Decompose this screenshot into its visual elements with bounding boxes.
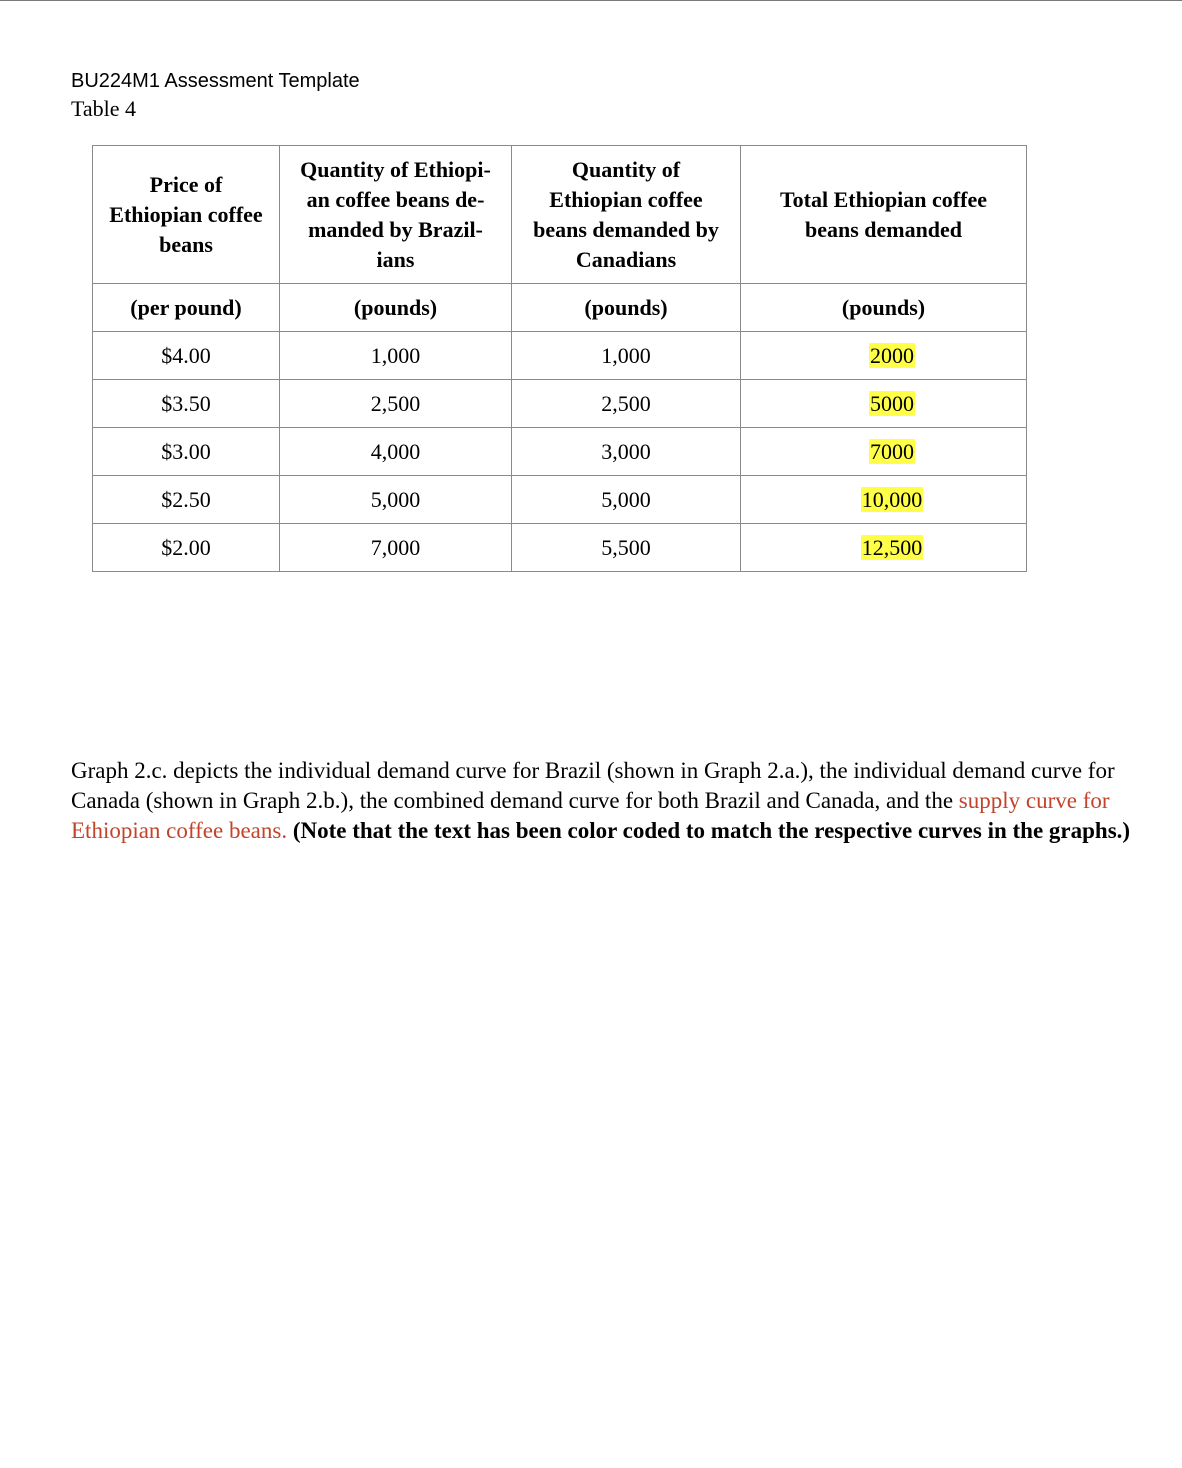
- table-caption: Table 4: [71, 96, 137, 121]
- total-quantity-cell: [741, 428, 1027, 476]
- canada-quantity-cell: 5,500: [512, 524, 741, 572]
- price-cell: $2.50: [93, 476, 280, 524]
- unit-total: (pounds): [741, 284, 1027, 332]
- total-highlight: 7000: [870, 438, 914, 464]
- table-row: [93, 380, 1027, 428]
- header-total: [741, 146, 1027, 284]
- table-row: [93, 476, 1027, 524]
- total-highlight: 2000: [870, 342, 914, 368]
- header-price: [93, 146, 280, 284]
- paragraph-color-note: (Note that the text has been color coded to match the respective curves in the graphs.): [292, 818, 1131, 843]
- total-highlight: 12,500: [861, 534, 923, 560]
- brazil-quantity-cell: 4,000: [280, 428, 512, 476]
- canada-quantity-cell: 3,000: [512, 428, 741, 476]
- header-canada-line-3: beans demanded by: [533, 216, 719, 242]
- table-row: [93, 332, 1027, 380]
- price-cell: $4.00: [93, 332, 280, 380]
- table-row: [93, 524, 1027, 572]
- top-border-line: [0, 0, 1182, 1]
- header-brazil-line-4: ians: [376, 246, 415, 272]
- header-total-line-1: Total Ethiopian coffee: [780, 186, 987, 212]
- coffee-demand-table: [92, 145, 1027, 572]
- unit-brazil: (pounds): [280, 284, 512, 332]
- table-row: [93, 428, 1027, 476]
- header-brazil-line-1: Quantity of Ethiopi-: [300, 156, 491, 182]
- price-cell: $3.00: [93, 428, 280, 476]
- unit-canada: (pounds): [512, 284, 741, 332]
- total-quantity-cell: [741, 380, 1027, 428]
- price-cell: $3.50: [93, 380, 280, 428]
- table-header-row: [93, 146, 1027, 284]
- canada-quantity-cell: 5,000: [512, 476, 741, 524]
- canada-quantity-cell: 1,000: [512, 332, 741, 380]
- header-brazil-line-2: an coffee beans de-: [306, 186, 485, 212]
- graph-description-paragraph: [71, 756, 1161, 846]
- total-highlight: 10,000: [861, 486, 923, 512]
- price-cell: $2.00: [93, 524, 280, 572]
- header-canada: [512, 146, 741, 284]
- header-price-line-2: Ethiopian coffee: [109, 201, 263, 227]
- header-price-line-1: Price of: [149, 171, 223, 197]
- header-brazil: [280, 146, 512, 284]
- total-quantity-cell: [741, 524, 1027, 572]
- header-canada-line-2: Ethiopian coffee: [549, 186, 703, 212]
- document-header: [71, 68, 360, 123]
- brazil-quantity-cell: 1,000: [280, 332, 512, 380]
- header-brazil-line-3: manded by Brazil-: [308, 216, 483, 242]
- header-total-line-2: beans demanded: [804, 216, 963, 242]
- total-quantity-cell: [741, 476, 1027, 524]
- total-highlight: 5000: [870, 390, 914, 416]
- brazil-quantity-cell: 5,000: [280, 476, 512, 524]
- brazil-quantity-cell: 7,000: [280, 524, 512, 572]
- document-title: BU224M1 Assessment Template: [71, 70, 360, 92]
- table-units-row: [93, 284, 1027, 332]
- unit-price: (per pound): [93, 284, 280, 332]
- paragraph-plain-text: Graph 2.c. depicts the individual demand curve for Brazil (shown in Graph 2.a.), the individual demand curve for Canada (shown in Graph 2.b.), the combined demand curve for both Brazil and Canada, and the: [71, 758, 1115, 813]
- header-canada-line-1: Quantity of: [571, 156, 681, 182]
- canada-quantity-cell: 2,500: [512, 380, 741, 428]
- brazil-quantity-cell: 2,500: [280, 380, 512, 428]
- total-quantity-cell: [741, 332, 1027, 380]
- header-canada-line-4: Canadians: [575, 246, 677, 272]
- paragraph-supply-curve-text: supply curve for Ethiopian coffee beans.: [71, 788, 1110, 843]
- header-price-line-3: beans: [159, 231, 213, 257]
